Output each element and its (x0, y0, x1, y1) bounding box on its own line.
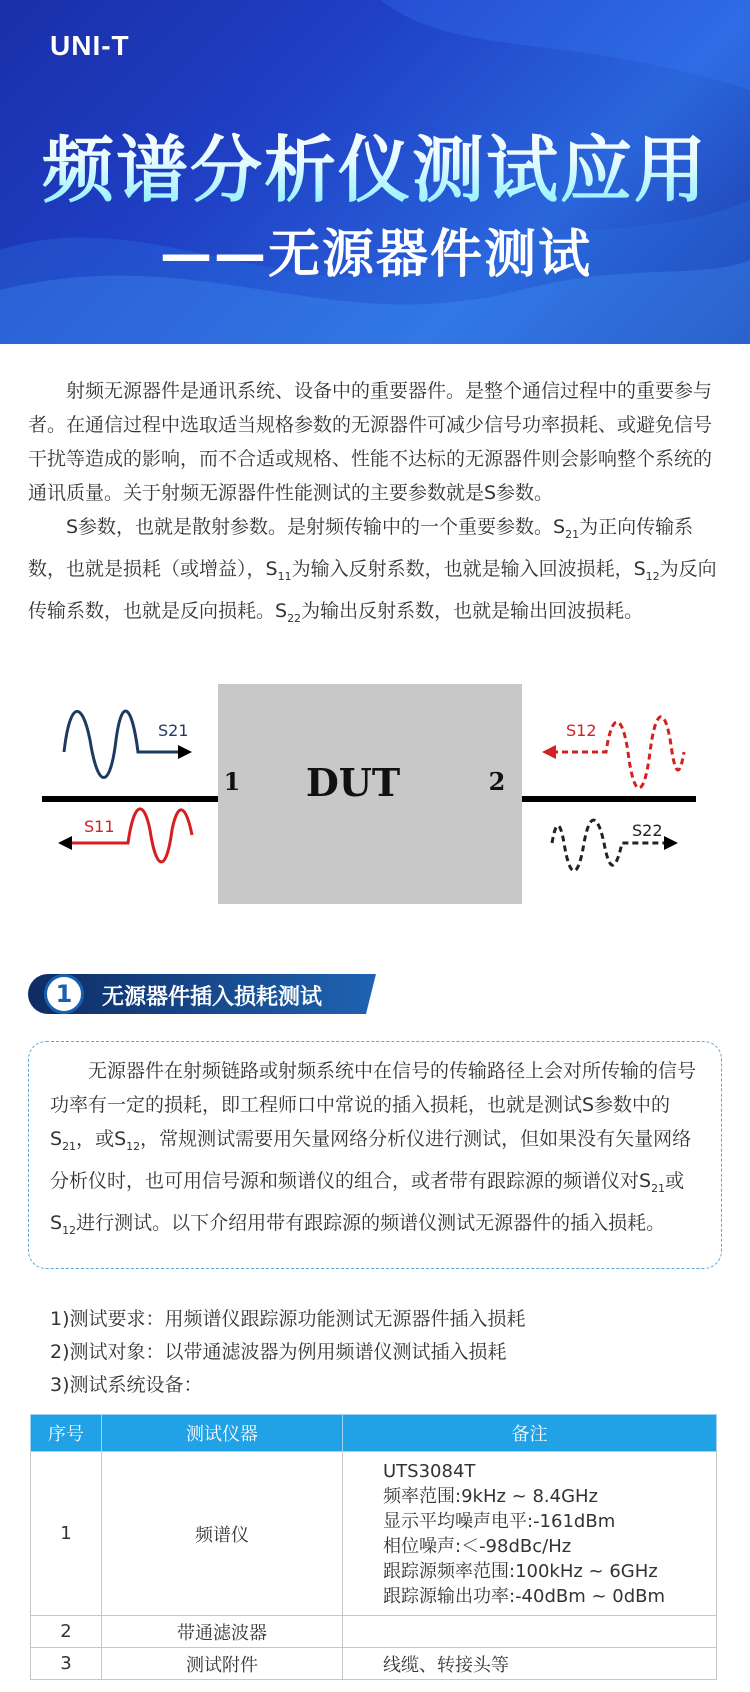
requirement-1: 1)测试要求：用频谱仪跟踪源功能测试无源器件插入损耗 (50, 1308, 526, 1330)
spec-frequency-range: 频率范围:9kHz ~ 8.4GHz (383, 1485, 599, 1507)
page-title: 频谱分析仪测试应用 (0, 112, 750, 216)
dut-label: DUT (305, 760, 401, 805)
table-header-row (31, 1415, 717, 1452)
intro-paragraph-1: 射频无源器件是通讯系统、设备中的重要器件。是整个通信过程中的重要参与者。在通信过程中选取适当规格参数的无源器件可减少信号功率损耗、或避免信号干扰等造成的影响，而不合适或规格、性能不达标的无源器件则会影响整个系统的通讯质量。关于射频无源器件性能测试的主要参数就是S参数。 (28, 380, 713, 504)
s21-label: S21 (158, 721, 189, 740)
table-row (31, 1616, 717, 1648)
header-no: 序号 (31, 1415, 102, 1452)
brand-logo: UNI-T (50, 30, 130, 61)
s-parameter-diagram (0, 675, 750, 915)
requirement-3: 3)测试系统设备： (50, 1374, 203, 1396)
row-notes: 线缆、转接头等 (343, 1648, 717, 1680)
row-no: 1 (31, 1452, 102, 1616)
row-notes (343, 1616, 717, 1648)
spec-danl: 显示平均噪声电平:-161dBm (383, 1510, 616, 1532)
s12-label: S12 (566, 721, 597, 740)
spec-tg-power: 跟踪源输出功率:-40dBm ~ 0dBm (383, 1585, 666, 1607)
row-no: 2 (31, 1616, 102, 1648)
page-subtitle: ——无源器件测试 (160, 225, 593, 285)
header-notes: 备注 (343, 1415, 717, 1452)
requirement-2: 2)测试对象：以带通滤波器为例用频谱仪测试插入损耗 (50, 1341, 507, 1363)
header-instrument: 测试仪器 (102, 1415, 343, 1452)
section-1-title: 无源器件插入损耗测试 (102, 985, 323, 1010)
port-1-label: 1 (223, 767, 241, 796)
section-1-description: 无源器件在射频链路或射频系统中在信号的传输路径上会对所传输的信号功率有一定的损耗，即工程师口中常说的插入损耗，也就是测试S参数中的$S_{21}$，或$S_{12}$，常规测试需要用矢量网络分析仪进行测试，但如果没有矢量网络分析仪时，也可用信号源和频谱仪的组合，或者带有跟踪源的频谱仪对$S_{21}$或$S_{12}$进行测试。以下介绍用带有跟踪源的频谱仪测试无源器件的插入损耗。 (50, 1060, 697, 1237)
intro-paragraph-2: S参数，也就是散射参数。是射频传输中的一个重要参数。$S_{21}$为正向传输系数，也就是损耗（或增益），$S_{11}$为输入反射系数，也就是输入回波损耗，$S_{12}$为反向传输系数，也就是反向损耗。$S_{22}$为输出反射系数，也就是输出回波损耗。 (28, 516, 717, 625)
intro-text (28, 374, 723, 635)
equipment-table (30, 1414, 717, 1680)
s22-label: S22 (632, 821, 663, 840)
row-notes (343, 1452, 717, 1616)
row-instrument: 频谱仪 (102, 1452, 343, 1616)
port-2-label: 2 (488, 767, 506, 796)
row-instrument: 带通滤波器 (102, 1616, 343, 1648)
table-row (31, 1648, 717, 1680)
s11-label: S11 (84, 817, 115, 836)
spec-tg-frequency: 跟踪源频率范围:100kHz ~ 6GHz (383, 1560, 658, 1582)
header-banner (0, 0, 750, 344)
section-1-number-badge: 1 (44, 974, 84, 1014)
table-row (31, 1452, 717, 1616)
row-instrument: 测试附件 (102, 1648, 343, 1680)
spec-model: UTS3084T (383, 1460, 476, 1482)
row-no: 3 (31, 1648, 102, 1680)
spec-phase-noise: 相位噪声:＜-98dBc/Hz (383, 1535, 572, 1557)
